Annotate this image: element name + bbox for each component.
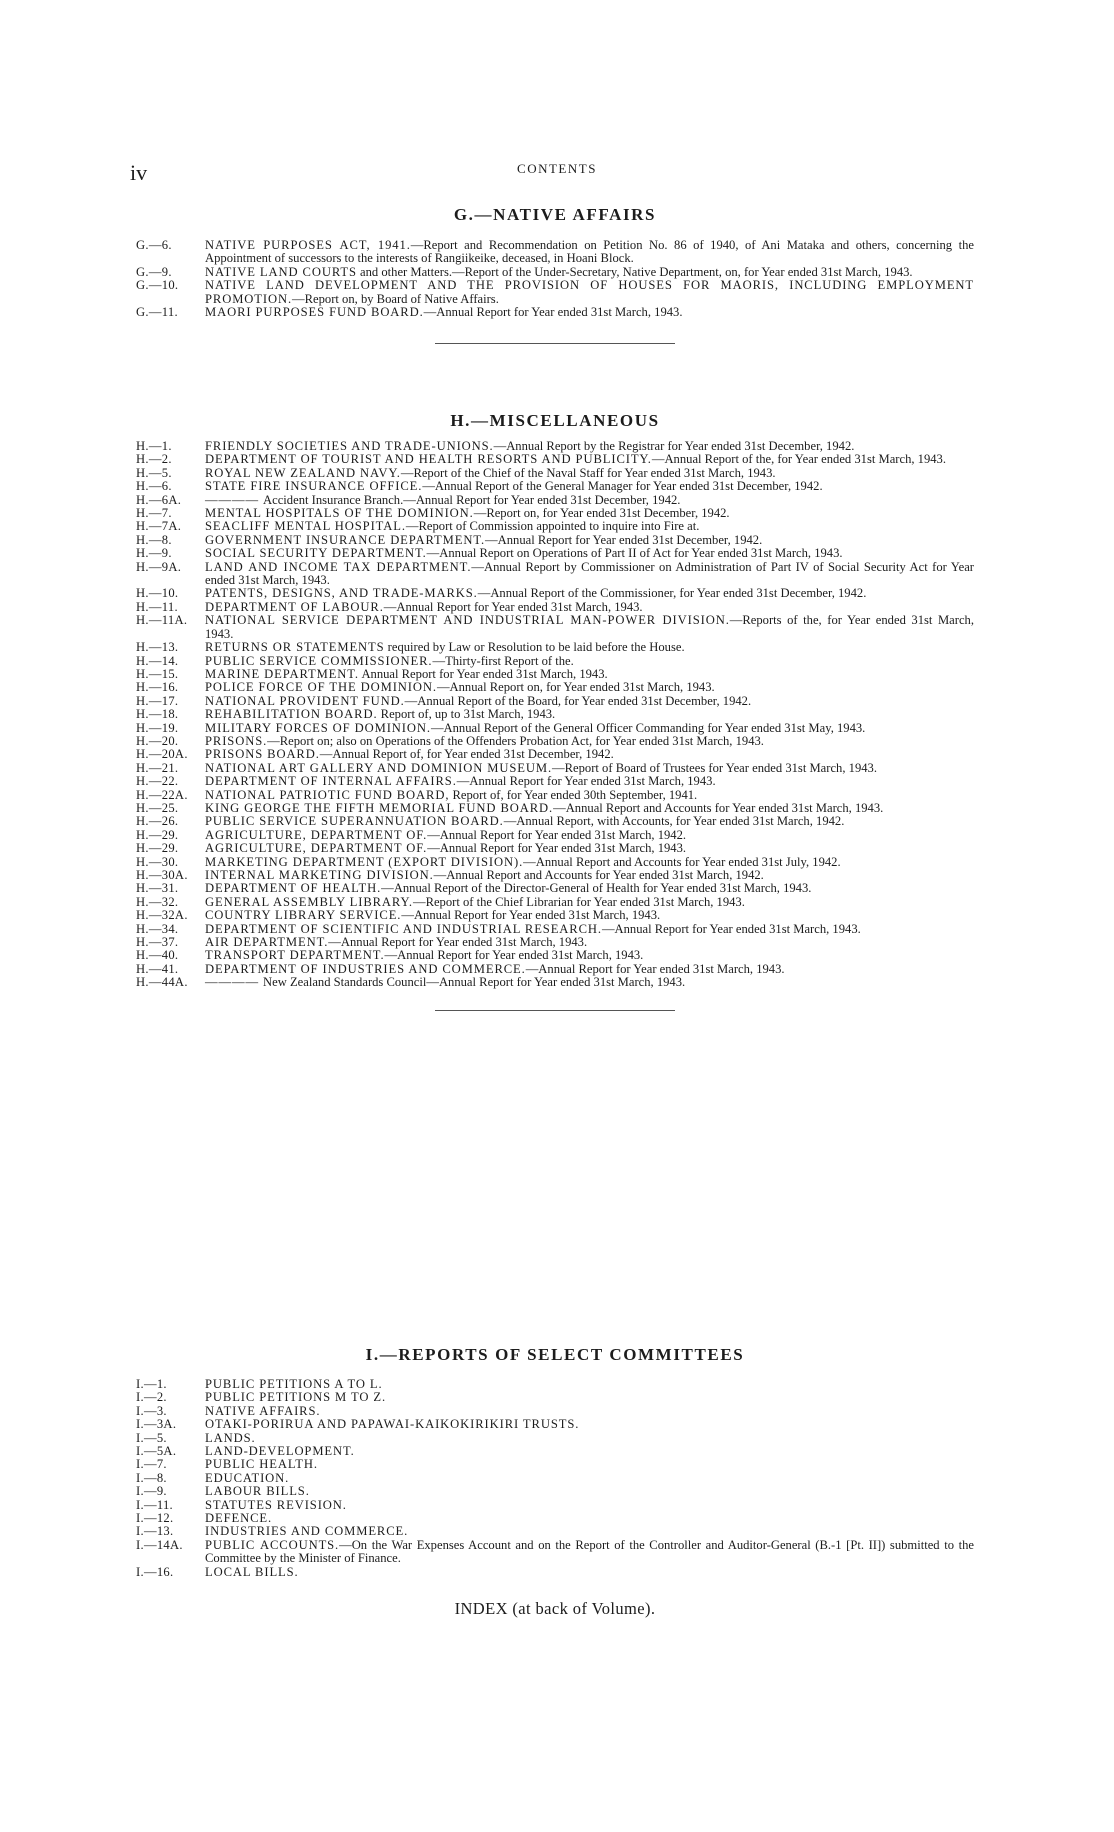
entry-code: G.—10.	[136, 278, 179, 293]
entry-code: I.—11.	[136, 1497, 174, 1512]
entry-text	[205, 1418, 974, 1431]
entry-description: Report of, up to 31st March, 1943.	[377, 707, 556, 722]
contents-entry	[136, 601, 974, 614]
entry-code: H.—22A.	[136, 787, 188, 802]
entry-title: RETURNS OR STATEMENTS	[205, 640, 385, 655]
entry-title: SOCIAL SECURITY DEPARTMENT.	[205, 546, 427, 561]
contents-entry	[136, 655, 974, 668]
entry-text	[205, 655, 974, 668]
entry-text	[205, 829, 974, 842]
entry-title: SEACLIFF MENTAL HOSPITAL.	[205, 519, 406, 534]
contents-entry	[136, 681, 974, 694]
entry-code: H.—8.	[136, 532, 172, 547]
entry-code: H.—9A.	[136, 559, 182, 574]
entry-text	[205, 1472, 974, 1485]
entry-text	[205, 949, 974, 962]
entry-code: H.—22.	[136, 774, 179, 789]
entry-text	[205, 695, 974, 708]
entry-title: NATIVE AFFAIRS.	[205, 1403, 321, 1418]
entry-text	[205, 561, 974, 588]
entry-text	[205, 869, 974, 882]
entry-code: H.—7.	[136, 506, 172, 521]
section-native-affairs	[136, 205, 974, 344]
entry-text	[205, 601, 974, 614]
entry-text	[205, 936, 974, 949]
contents-entry	[136, 909, 974, 922]
entry-title: TRANSPORT DEPARTMENT.	[205, 948, 385, 963]
entry-code: G.—6.	[136, 238, 172, 252]
contents-entry	[136, 949, 974, 962]
entry-text	[205, 976, 974, 989]
entry-text	[205, 467, 974, 480]
contents-entry	[136, 936, 974, 949]
entry-description: Accident Insurance Branch.—Annual Report for Year ended 31st December, 1942.	[263, 492, 681, 507]
contents-entry	[136, 695, 974, 708]
entry-description: —Annual Report for Year ended 31st March, 1943.	[401, 908, 661, 923]
entry-code: H.—2.	[136, 452, 172, 467]
contents-entry	[136, 815, 974, 828]
entry-title: AIR DEPARTMENT.	[205, 935, 329, 950]
contents-entry	[136, 1445, 974, 1458]
entry-title: LABOUR BILLS.	[205, 1484, 310, 1499]
entry-title: NATIVE LAND COURTS	[205, 264, 357, 279]
entry-code: H.—6A.	[136, 492, 182, 507]
entry-text	[205, 480, 974, 493]
entry-description: —Report on, for Year ended 31st December, 1942.	[473, 506, 730, 521]
entry-title: INTERNAL MARKETING DIVISION.	[205, 868, 434, 882]
entry-description: —Annual Report by Commissioner on Administration of Part IV of Social Security Act for Year ended 31st March, 1943.	[205, 559, 974, 588]
entry-description: —Annual Report for Year ended 31st March, 1943.	[384, 948, 644, 963]
entry-text	[205, 1458, 974, 1471]
contents-entry	[136, 1432, 974, 1445]
entry-title: DEPARTMENT OF SCIENTIFIC AND INDUSTRIAL RESEARCH.	[205, 921, 602, 936]
entry-title: ROYAL NEW ZEALAND NAVY.	[205, 465, 401, 480]
contents-entry	[136, 802, 974, 815]
entry-text	[205, 1566, 974, 1579]
entry-description: Report of, for Year ended 30th September, 1941.	[449, 787, 698, 802]
contents-entry	[136, 708, 974, 721]
entry-code: H.—20A.	[136, 747, 188, 762]
entry-code: H.—26.	[136, 814, 179, 829]
contents-entry	[136, 641, 974, 654]
section-heading: G.—NATIVE AFFAIRS	[453, 205, 657, 224]
entry-title: INDUSTRIES AND COMMERCE.	[205, 1524, 409, 1539]
entry-title: LOCAL BILLS.	[205, 1564, 299, 1579]
section-select-committees	[136, 1345, 974, 1619]
contents-entry	[136, 869, 974, 882]
entry-code: H.—9.	[136, 546, 172, 561]
entry-title: MILITARY FORCES OF DOMINION.	[205, 720, 431, 735]
entry-text	[205, 856, 974, 869]
entry-title: AGRICULTURE, DEPARTMENT OF.	[205, 827, 428, 842]
entry-code: H.—15.	[136, 666, 179, 681]
entry-text	[205, 440, 974, 453]
entry-title: NATIONAL PATRIOTIC FUND BOARD,	[205, 787, 450, 802]
entry-description: —Report and Recommendation on Petition No. 86 of 1940, of Ani Mataka and others, concerning the Appointment of successors to the interests of Rangiikeike, deceased, in Hoani Block.	[205, 238, 975, 266]
entry-description: —Report of Board of Trustees for Year ended 31st March, 1943.	[552, 760, 877, 775]
entry-code: H.—25.	[136, 800, 179, 815]
entry-title: PUBLIC HEALTH.	[205, 1457, 318, 1472]
entry-list	[136, 1378, 974, 1579]
entry-code: I.—3.	[136, 1403, 167, 1418]
entry-text	[205, 507, 974, 520]
entry-text	[205, 587, 974, 600]
entry-description: —Report of the Chief Librarian for Year ended 31st March, 1943.	[412, 894, 745, 909]
contents-entry	[136, 1512, 974, 1525]
entry-description: —Annual Report and Accounts for Year ended 31st July, 1942.	[523, 854, 841, 869]
contents-entry	[136, 1525, 974, 1538]
contents-entry	[136, 279, 974, 306]
entry-code: H.—6.	[136, 479, 172, 494]
entry-list	[136, 239, 974, 319]
entry-text	[205, 1445, 974, 1458]
contents-entry	[136, 882, 974, 895]
entry-description: —Thirty-first Report of the.	[432, 653, 574, 668]
entry-text	[205, 842, 974, 855]
entry-text	[205, 1432, 974, 1445]
entry-code: H.—16.	[136, 680, 179, 695]
entry-description: —Report on; also on Operations of the Offenders Probation Act, for Year ended 31st March, 1943.	[267, 733, 764, 748]
entry-text	[205, 1485, 974, 1498]
entry-code: H.—1.	[136, 439, 172, 453]
entry-code: G.—9.	[136, 264, 172, 279]
entry-title: DEPARTMENT OF LABOUR.	[205, 599, 384, 614]
contents-entry	[136, 453, 974, 466]
entry-title: COUNTRY LIBRARY SERVICE.	[205, 908, 402, 923]
entry-text	[205, 735, 974, 748]
entry-title: LAND AND INCOME TAX DEPARTMENT.	[205, 559, 472, 574]
entry-code: H.—11A.	[136, 613, 188, 628]
entry-code: I.—5A.	[136, 1444, 177, 1459]
entry-title: GOVERNMENT INSURANCE DEPARTMENT.	[205, 532, 486, 547]
entry-title: MARINE DEPARTMENT.	[205, 666, 359, 681]
contents-entry	[136, 775, 974, 788]
entry-title: PUBLIC SERVICE COMMISSIONER.	[205, 653, 433, 668]
contents-entry	[136, 829, 974, 842]
contents-entry	[136, 1566, 974, 1579]
entry-title: PUBLIC PETITIONS A TO L.	[205, 1377, 383, 1391]
entry-code: H.—41.	[136, 961, 179, 976]
entry-description: —Annual Report of the Commissioner, for Year ended 31st December, 1942.	[477, 586, 867, 601]
entry-title: DEPARTMENT OF INTERNAL AFFAIRS.	[205, 774, 457, 789]
entry-description: —Annual Report and Accounts for Year ended 31st March, 1942.	[433, 868, 764, 882]
entry-title: NATIVE LAND DEVELOPMENT AND THE PROVISION OF HOUSES FOR MAORIS, INCLUDING EMPLOYMENT PROMOTION.	[205, 278, 974, 306]
entry-text	[205, 775, 974, 788]
entry-description: —Annual Report and Accounts for Year ended 31st March, 1943.	[553, 800, 884, 815]
contents-entry	[136, 668, 974, 681]
entry-description: —Annual Report of the Director-General of Health for Year ended 31st March, 1943.	[381, 881, 812, 896]
entry-title: NATIONAL ART GALLERY AND DOMINION MUSEUM.	[205, 760, 553, 775]
entry-title: NATIONAL SERVICE DEPARTMENT AND INDUSTRIAL MAN-POWER DIVISION.	[205, 613, 730, 628]
contents-entry	[136, 1391, 974, 1404]
entry-text	[205, 909, 974, 922]
entry-description: —Annual Report of the Board, for Year ended 31st December, 1942.	[404, 693, 752, 708]
entry-code: H.—14.	[136, 653, 179, 668]
contents-entry	[136, 266, 974, 279]
entry-title: DEPARTMENT OF HEALTH.	[205, 881, 382, 896]
entry-title: ————	[205, 975, 264, 990]
contents-entry	[136, 1485, 974, 1498]
entry-title: REHABILITATION BOARD.	[205, 707, 378, 722]
entry-text	[205, 1525, 974, 1538]
entry-code: I.—12.	[136, 1511, 174, 1526]
contents-entry	[136, 614, 974, 641]
entry-description: —Annual Report on Operations of Part II of Act for Year ended 31st March, 1943.	[426, 546, 843, 561]
contents-entry	[136, 1472, 974, 1485]
running-title: CONTENTS	[517, 161, 597, 176]
entry-code: H.—32.	[136, 894, 179, 909]
entry-text	[205, 306, 974, 319]
entry-text	[205, 896, 974, 909]
contents-entry	[136, 494, 974, 507]
entry-code: I.—3A.	[136, 1417, 177, 1432]
entry-code: I.—8.	[136, 1470, 167, 1485]
entry-title: AGRICULTURE, DEPARTMENT OF.	[205, 841, 428, 856]
section-heading: I.—REPORTS OF SELECT COMMITTEES	[365, 1345, 745, 1364]
entry-description: —Report on, by Board of Native Affairs.	[292, 291, 499, 306]
entry-description: —Annual Report, with Accounts, for Year ended 31st March, 1942.	[503, 814, 845, 829]
index-note: INDEX (at back of Volume).	[454, 1599, 656, 1619]
entry-description: —Annual Report for Year ended 31st March, 1943.	[383, 599, 643, 614]
contents-entry	[136, 976, 974, 989]
entry-code: H.—10.	[136, 586, 179, 601]
entry-title: POLICE FORCE OF THE DOMINION.	[205, 680, 437, 695]
contents-entry	[136, 748, 974, 761]
entry-code: I.—16.	[136, 1564, 174, 1579]
contents-entry	[136, 534, 974, 547]
contents-entry	[136, 923, 974, 936]
contents-entry	[136, 722, 974, 735]
entry-code: H.—19.	[136, 720, 179, 735]
entry-title: DEPARTMENT OF INDUSTRIES AND COMMERCE.	[205, 961, 526, 976]
entry-text	[205, 614, 974, 641]
entry-code: H.—32A.	[136, 908, 188, 923]
contents-entry	[136, 1405, 974, 1418]
entry-code: H.—30.	[136, 854, 179, 869]
contents-entry	[136, 1539, 974, 1566]
entry-text	[205, 520, 974, 533]
contents-entry	[136, 1378, 974, 1391]
entry-title: PRISONS BOARD.	[205, 747, 320, 762]
entry-title: GENERAL ASSEMBLY LIBRARY.	[205, 894, 413, 909]
entry-title: STATUTES REVISION.	[205, 1497, 347, 1512]
entry-title: OTAKI-PORIRUA AND PAPAWAI-KAIKOKIRIKIRI TRUSTS.	[205, 1417, 580, 1432]
entry-title: LAND-DEVELOPMENT.	[205, 1444, 355, 1459]
entry-code: H.—44A.	[136, 975, 188, 990]
entry-text	[205, 453, 974, 466]
entry-code: I.—7.	[136, 1457, 167, 1472]
entry-code: G.—11.	[136, 305, 178, 320]
entry-text	[205, 534, 974, 547]
entry-title: KING GEORGE THE FIFTH MEMORIAL FUND BOARD.	[205, 800, 554, 815]
entry-title: DEPARTMENT OF TOURIST AND HEALTH RESORTS AND PUBLICITY.	[205, 452, 652, 467]
entry-description: New Zealand Standards Council—Annual Report for Year ended 31st March, 1943.	[263, 975, 686, 990]
entry-description: —Annual Report for Year ended 31st March, 1942.	[427, 827, 687, 842]
entry-title: MENTAL HOSPITALS OF THE DOMINION.	[205, 506, 474, 521]
entry-title: PATENTS, DESIGNS, AND TRADE-MARKS.	[205, 586, 478, 601]
entry-description: —Annual Report by the Registrar for Year ended 31st December, 1942.	[493, 439, 855, 453]
entry-text	[205, 815, 974, 828]
entry-code: H.—17.	[136, 693, 179, 708]
entry-text	[205, 239, 974, 266]
entry-text	[205, 1512, 974, 1525]
contents-entry	[136, 507, 974, 520]
entry-title: PUBLIC ACCOUNTS.	[205, 1537, 340, 1552]
entry-text	[205, 762, 974, 775]
entry-title: NATIONAL PROVIDENT FUND.	[205, 693, 405, 708]
entry-text	[205, 722, 974, 735]
entry-code: I.—5.	[136, 1430, 167, 1445]
contents-entry	[136, 520, 974, 533]
entry-description: —Report of Commission appointed to inquire into Fire at.	[405, 519, 700, 534]
entry-code: H.—13.	[136, 640, 179, 655]
contents-entry	[136, 963, 974, 976]
entry-title: DEFENCE.	[205, 1511, 273, 1526]
entry-description: —Annual Report for Year ended 31st March, 1943.	[601, 921, 861, 936]
entry-code: H.—11.	[136, 599, 178, 614]
contents-entry	[136, 467, 974, 480]
entry-description: —Annual Report for Year ended 31st March, 1943.	[525, 961, 785, 976]
entry-description: —Annual Report of the General Manager for Year ended 31st December, 1942.	[422, 479, 823, 494]
entry-title: EDUCATION.	[205, 1470, 290, 1485]
entry-code: H.—29.	[136, 841, 179, 856]
contents-entry	[136, 480, 974, 493]
entry-title: PUBLIC PETITIONS M TO Z.	[205, 1390, 387, 1405]
entry-title: ————	[205, 492, 264, 507]
entry-code: H.—29.	[136, 827, 179, 842]
entry-description: —Annual Report of the General Officer Commanding for Year ended 31st May, 1943.	[430, 720, 866, 735]
entry-description: Annual Report for Year ended 31st March, 1943.	[358, 666, 608, 681]
contents-entry	[136, 842, 974, 855]
entry-text	[205, 279, 974, 306]
entry-text	[205, 1539, 974, 1566]
contents-entry	[136, 735, 974, 748]
section-divider	[435, 1010, 675, 1011]
entry-description: required by Law or Resolution to be laid before the House.	[384, 640, 685, 655]
entry-description: —Annual Report for Year ended 31st December, 1942.	[485, 532, 763, 547]
entry-text	[205, 668, 974, 681]
entry-title: NATIVE PURPOSES ACT, 1941.	[205, 238, 411, 252]
entry-description: —Reports of the, for Year ended 31st March, 1943.	[205, 613, 974, 641]
entry-code: H.—20.	[136, 733, 179, 748]
entry-text	[205, 708, 974, 721]
contents-entry	[136, 1458, 974, 1471]
entry-description: —Report of the Chief of the Naval Staff for Year ended 31st March, 1943.	[400, 465, 776, 480]
entry-code: I.—9.	[136, 1484, 167, 1499]
entry-description: —Annual Report for Year ended 31st March, 1943.	[328, 935, 588, 950]
contents-entry	[136, 440, 974, 453]
entry-code: H.—21.	[136, 760, 179, 775]
entry-description: —Annual Report for Year ended 31st March, 1943.	[423, 305, 683, 320]
entry-code: H.—18.	[136, 707, 179, 722]
contents-entry	[136, 1418, 974, 1431]
entry-code: H.—31.	[136, 881, 179, 896]
contents-entry	[136, 561, 974, 588]
entry-text	[205, 963, 974, 976]
entry-title: PUBLIC SERVICE SUPERANNUATION BOARD.	[205, 814, 504, 829]
entry-text	[205, 1378, 974, 1391]
entry-text	[205, 681, 974, 694]
contents-entry	[136, 896, 974, 909]
entry-description: —Annual Report for Year ended 31st March, 1943.	[427, 841, 687, 856]
entry-text	[205, 748, 974, 761]
entry-code: I.—14A.	[136, 1537, 183, 1552]
entry-text	[205, 494, 974, 507]
entry-code: H.—7A.	[136, 519, 182, 534]
contents-entry	[136, 789, 974, 802]
entry-title: PRISONS.	[205, 733, 268, 748]
entry-text	[205, 1405, 974, 1418]
page-number: iv	[130, 160, 148, 185]
entry-description: —Annual Report for Year ended 31st March, 1943.	[456, 774, 716, 789]
entry-description: —On the War Expenses Account and on the Report of the Controller and Auditor-General (B.-1 [Pt. II]) submitted to the Committee by the Minister of Finance.	[205, 1537, 974, 1566]
section-divider	[435, 343, 675, 344]
entry-text	[205, 1499, 974, 1512]
entry-text	[205, 882, 974, 895]
section-heading: H.—MISCELLANEOUS	[450, 411, 660, 430]
entry-code: H.—40.	[136, 948, 179, 963]
entry-text	[205, 923, 974, 936]
entry-description: —Annual Report of, for Year ended 31st December, 1942.	[319, 747, 614, 762]
contents-entry	[136, 306, 974, 319]
entry-list	[136, 440, 974, 990]
entry-code: I.—13.	[136, 1524, 174, 1539]
entry-title: MARKETING DEPARTMENT (EXPORT DIVISION).	[205, 854, 524, 869]
entry-code: H.—34.	[136, 921, 179, 936]
entry-title: STATE FIRE INSURANCE OFFICE.	[205, 479, 423, 494]
entry-text	[205, 547, 974, 560]
entry-code: H.—37.	[136, 935, 179, 950]
entry-code: I.—1.	[136, 1377, 167, 1391]
contents-entry	[136, 856, 974, 869]
entry-text	[205, 1391, 974, 1404]
entry-text	[205, 789, 974, 802]
entry-text	[205, 266, 974, 279]
entry-description: and other Matters.—Report of the Under-Secretary, Native Department, on, for Year ended 31st March, 1943.	[356, 264, 913, 279]
contents-entry	[136, 547, 974, 560]
contents-entry	[136, 1499, 974, 1512]
entry-code: I.—2.	[136, 1390, 167, 1405]
entry-title: FRIENDLY SOCIETIES AND TRADE-UNIONS.	[205, 439, 494, 453]
contents-entry	[136, 239, 974, 266]
entry-description: —Annual Report on, for Year ended 31st March, 1943.	[436, 680, 715, 695]
contents-entry	[136, 762, 974, 775]
entry-description: —Annual Report of the, for Year ended 31st March, 1943.	[651, 452, 947, 467]
entry-code: H.—5.	[136, 465, 172, 480]
entry-title: LANDS.	[205, 1430, 256, 1445]
entry-code: H.—30A.	[136, 868, 188, 882]
entry-text	[205, 641, 974, 654]
entry-text	[205, 802, 974, 815]
contents-entry	[136, 587, 974, 600]
entry-title: MAORI PURPOSES FUND BOARD.	[205, 305, 424, 320]
section-miscellaneous	[136, 411, 974, 1011]
